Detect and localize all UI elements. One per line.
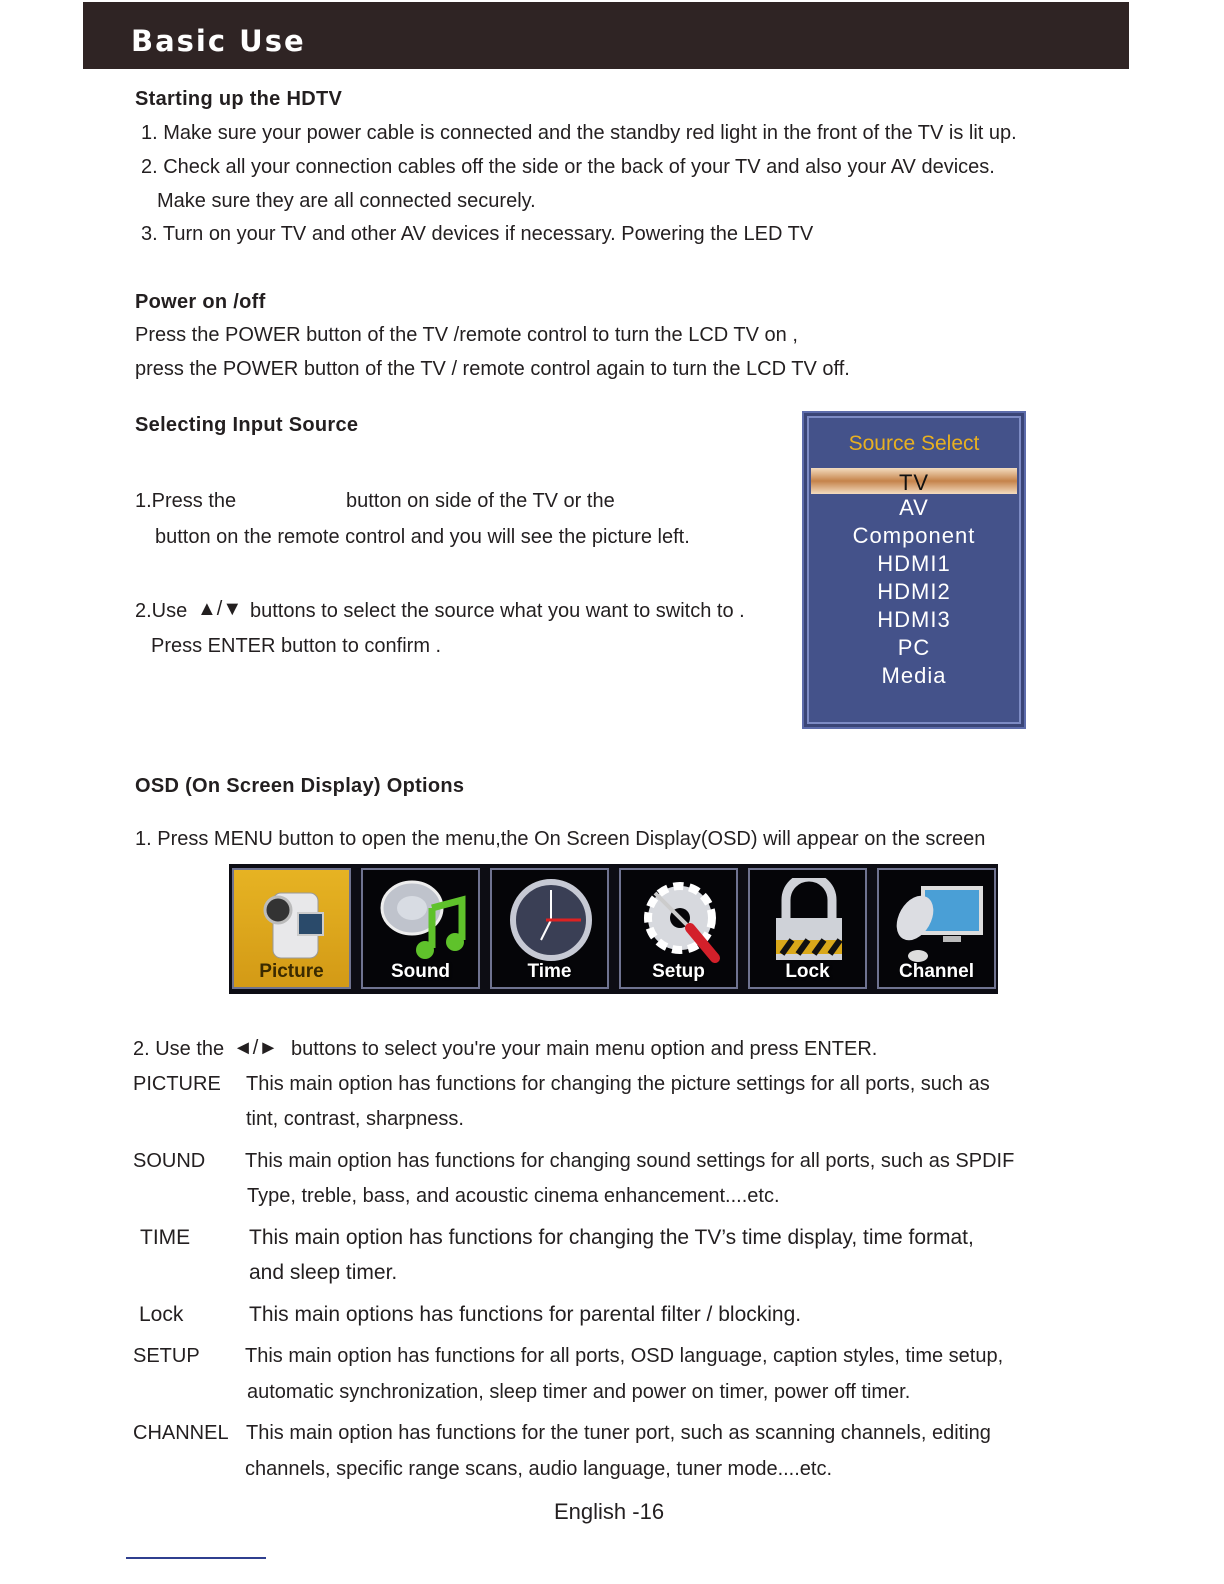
option-name-lock: Lock [139,1303,184,1326]
input-step-2b: buttons to select the source what you want to switch to . [250,600,745,622]
input-step-1c: button on the remote control and you will see the picture left. [155,526,690,548]
power-heading: Power on /off [135,291,266,313]
startup-step-2: 2. Check all your connection cables off the side or the back of your TV and also your AV devices. [141,156,995,178]
input-step-1a: 1.Press the [135,490,237,512]
source-item-hdmi1: HDMI1 [877,551,951,576]
osd-label-setup: Setup [652,961,705,982]
osd-step-1: 1. Press MENU button to open the menu,the On Screen Display(OSD) will appear on the screen [135,828,986,850]
source-list [804,468,1024,690]
footer-divider [126,1557,266,1559]
osd-label-channel: Channel [899,961,974,982]
input-step-1b: button on side of the TV or the [346,490,615,512]
page-title: Basic Use [131,24,306,58]
option-desc-lock: This main options has functions for parental filter / blocking. [249,1303,802,1326]
satellite-monitor-icon [893,878,983,963]
osd-step-2a: 2. Use the [133,1038,225,1060]
power-line-1: Press the POWER button of the TV /remote control to turn the LCD TV on , [135,324,798,346]
osd-tile-lock [748,868,867,989]
osd-label-sound: Sound [390,961,451,982]
input-heading: Selecting Input Source [135,414,359,436]
input-step-2a: 2.Use [135,600,188,622]
option-name-time: TIME [140,1226,191,1249]
power-line-2: press the POWER button of the TV / remote control again to turn the LCD TV off. [135,358,850,380]
option-desc-time-cont: and sleep timer. [249,1261,398,1284]
osd-label-lock: Lock [785,961,830,982]
osd-heading: OSD (On Screen Display) Options [135,775,465,797]
startup-step-3: 3. Turn on your TV and other AV devices if necessary. Powering the LED TV [141,223,814,245]
osd-tile-picture [232,868,351,989]
source-select-title: Source Select [848,432,980,455]
source-item-hdmi2: HDMI2 [877,579,951,604]
source-item-pc: PC [897,635,931,660]
osd-label-picture: Picture [259,961,324,982]
osd-tile-time [490,868,609,989]
page-number: English -16 [554,1499,665,1524]
option-desc-picture: This main option has functions for changing the picture settings for all ports, such as [246,1073,990,1095]
osd-tile-setup [619,868,738,989]
option-name-channel: CHANNEL [133,1422,229,1444]
osd-label-time: Time [527,961,572,982]
camera-icon [248,878,338,963]
speaker-music-icon [377,878,467,963]
source-item-av: AV [899,495,929,520]
source-item-hdmi3: HDMI3 [877,607,951,632]
up-down-arrows-icon: ▲/▼ [197,598,243,620]
option-name-picture: PICTURE [133,1073,221,1095]
option-name-setup: SETUP [133,1345,200,1367]
option-desc-setup-cont: automatic synchronization, sleep timer and power on timer, power off timer. [247,1381,911,1403]
option-desc-channel: This main option has functions for the tuner port, such as scanning channels, editing [246,1422,991,1444]
input-step-2c: Press ENTER button to confirm . [151,635,442,657]
startup-step-2-cont: Make sure they are all connected securely. [157,190,536,212]
option-desc-sound: This main option has functions for changing sound settings for all ports, such as SPDIF [245,1150,1015,1172]
osd-tile-channel [877,868,996,989]
startup-step-1: 1. Make sure your power cable is connected and the standby red light in the front of the TV is lit up. [141,122,1017,144]
option-name-sound: SOUND [133,1150,206,1172]
source-item-component: Component [852,523,976,548]
source-item-tv: TV [811,468,1017,494]
clock-icon [506,878,596,963]
left-right-arrows-icon: ◄/► [233,1037,279,1059]
osd-step-2b: buttons to select you're your main menu option and press ENTER. [291,1038,878,1060]
startup-heading: Starting up the HDTV [135,88,343,110]
option-desc-picture-cont: tint, contrast, sharpness. [246,1108,464,1130]
padlock-icon [764,878,854,963]
gear-screwdriver-icon [635,878,725,963]
osd-tile-sound [361,868,480,989]
option-desc-time: This main option has functions for changing the TV’s time display, time format, [249,1226,974,1249]
option-desc-channel-cont: channels, specific range scans, audio language, tuner mode....etc. [245,1458,833,1480]
option-desc-setup: This main option has functions for all ports, OSD language, caption styles, time setup, [245,1345,1004,1367]
source-item-media: Media [881,663,947,688]
osd-menu-bar [229,864,998,994]
source-select-menu [802,411,1026,729]
option-desc-sound-cont: Type, treble, bass, and acoustic cinema enhancement....etc. [247,1185,780,1207]
